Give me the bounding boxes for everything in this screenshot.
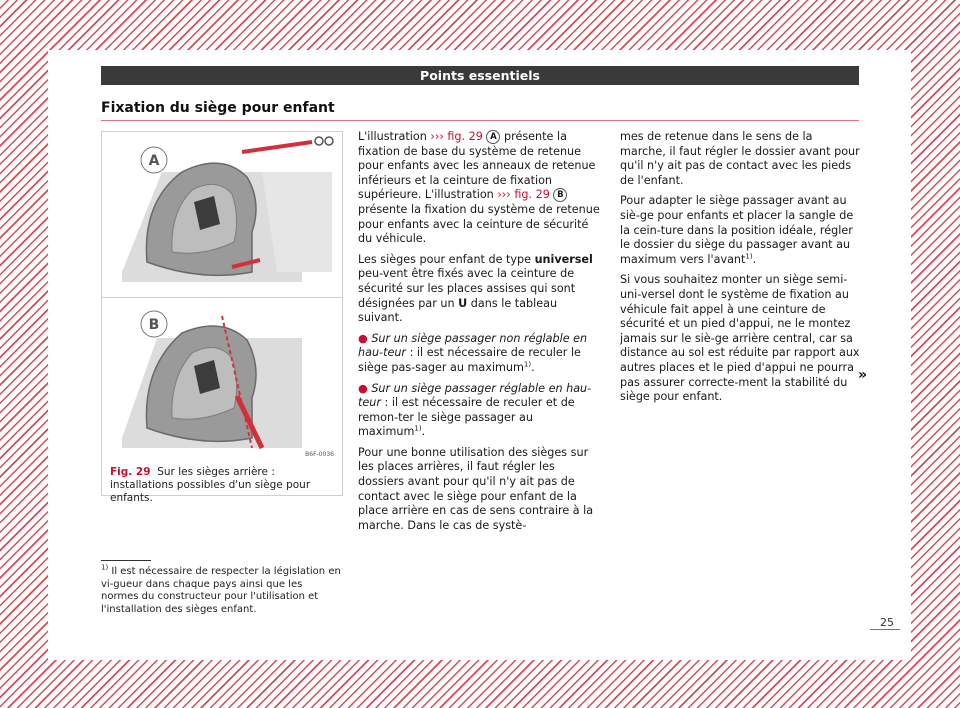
panel-a-letter: A	[148, 153, 160, 169]
text-column-2	[358, 130, 603, 539]
bullet-icon: ●	[358, 331, 368, 345]
xref-fig-29-b[interactable]: ››› fig. 29	[497, 188, 550, 202]
section-header: Points essentiels	[101, 66, 859, 85]
text-run: L'illustration	[358, 130, 427, 143]
text-run: présente la fixation du système de retenue pour enfants avec la ceinture de sécurité du véhicule.	[358, 202, 600, 246]
text-run: peu-vent être fixés avec la ceinture de sécurité sur les places assises qui sont désignées par un	[358, 267, 576, 310]
footnote-mark: 1)	[101, 563, 109, 572]
figure-29	[101, 131, 343, 504]
figure-panel-b	[102, 298, 342, 463]
footnote-divider	[101, 560, 151, 561]
bullet-title: Sur un siège passager non réglable en hau-teur	[358, 331, 588, 360]
title-divider	[101, 120, 859, 121]
child-seat-isofix-illustration	[102, 132, 342, 297]
paragraph-semi-universal: Si vous souhaitez monter un siège semi-uni-versel dont le système de fixation au véhicule fait appel à une ceinture de sécurité et un pied d'appui, ne le montez jamais sur le siè-ge arrière central, car sa distance au sol est réduite par rapport aux autres places et le pied d'appui ne pourra pas assurer correcte-ment la stabilité du siège pour enfant.	[620, 273, 860, 404]
footnote	[101, 563, 341, 616]
paragraph-illustration	[358, 130, 603, 247]
text-run: dans le tableau suivant.	[358, 296, 558, 325]
text-run: Les sièges pour enfant de type	[358, 252, 532, 266]
continue-icon: »	[858, 367, 868, 383]
bullet-icon: ●	[358, 381, 368, 395]
figure-code: B6F-0036	[305, 451, 334, 458]
figure-caption-text: Sur les sièges arrière : installations possibles d'un siège pour enfants.	[110, 466, 311, 504]
paragraph-forward-facing: mes de retenue dans le sens de la marche, il faut régler le dossier avant pour qu'il n'y ait pas de contact avec les pieds de l'enfant.	[620, 130, 860, 187]
xref-fig-29-a[interactable]: ››› fig. 29	[430, 130, 483, 143]
bullet-item-adjustable: ● Sur un siège passager réglable en hau-teur : il est nécessaire de reculer et de remon-ter le siège passager au maximum$^{1)}$.	[358, 381, 592, 439]
text-run: Pour adapter le siège passager avant au siè-ge pour enfants et placer la sangle de la cein-ture dans la position idéale, régler le dossier du siège du passager avant au maximum vers l'avant	[620, 194, 854, 266]
footnote-text: Il est nécessaire de respecter la législation en vi-gueur dans chaque pays ainsi que les normes du constructeur pour l'utilisation et l'installation des sièges enfant.	[101, 566, 341, 615]
figure-panel-a	[102, 132, 342, 297]
child-seat-belt-illustration	[102, 298, 342, 463]
paragraph-rear-seats: Pour une bonne utilisation des sièges sur les places arrières, il faut régler les dossiers avant pour qu'il n'y ait pas de contact avec le siège pour enfant de la place arrière en cas de sens contraire à la marche. Dans le cas de systè-	[358, 445, 594, 532]
panel-b-letter: B	[148, 317, 160, 333]
bullet-title: Sur un siège passager réglable en hau-teur	[358, 381, 592, 410]
bold-term-universel: universel	[534, 252, 593, 266]
paragraph-front-passenger: Pour adapter le siège passager avant au siè-ge pour enfants et placer la sangle de la cein-ture dans la position idéale, régler le dossier du siège du passager avant au maximum vers l'avant$^{1)}$.	[620, 194, 854, 266]
bullet-item-non-adjustable: ● Sur un siège passager non réglable en hau-teur : il est nécessaire de reculer le siège pas-sager au maximum$^{1)}$.	[358, 331, 588, 374]
badge-b: B	[553, 188, 567, 202]
page-number: 25	[880, 616, 894, 629]
page-number-rule	[870, 629, 900, 630]
footnote-ref[interactable]: 1)	[745, 252, 753, 261]
figure-caption	[110, 466, 334, 505]
bold-term-u: U	[458, 296, 468, 310]
page-title: Fixation du siège pour enfant	[101, 100, 335, 116]
badge-a: A	[486, 130, 500, 144]
paragraph-universal	[358, 253, 603, 326]
bullet-text: : il est nécessaire de reculer et de remon-ter le siège passager au maximum	[358, 396, 575, 439]
footnote-ref[interactable]: 1)	[414, 424, 422, 433]
text-column-3	[620, 130, 860, 411]
footnote-ref[interactable]: 1)	[523, 360, 532, 369]
bullet-text: : il est nécessaire de reculer le siège pas-sager au maximum	[358, 346, 581, 374]
figure-label: Fig. 29	[110, 466, 151, 478]
text-run: présente la fixation de base du système de retenue pour enfants avec les anneaux de retenue inférieurs et la ceinture de fixation supérieure. L'illustration	[358, 130, 596, 202]
